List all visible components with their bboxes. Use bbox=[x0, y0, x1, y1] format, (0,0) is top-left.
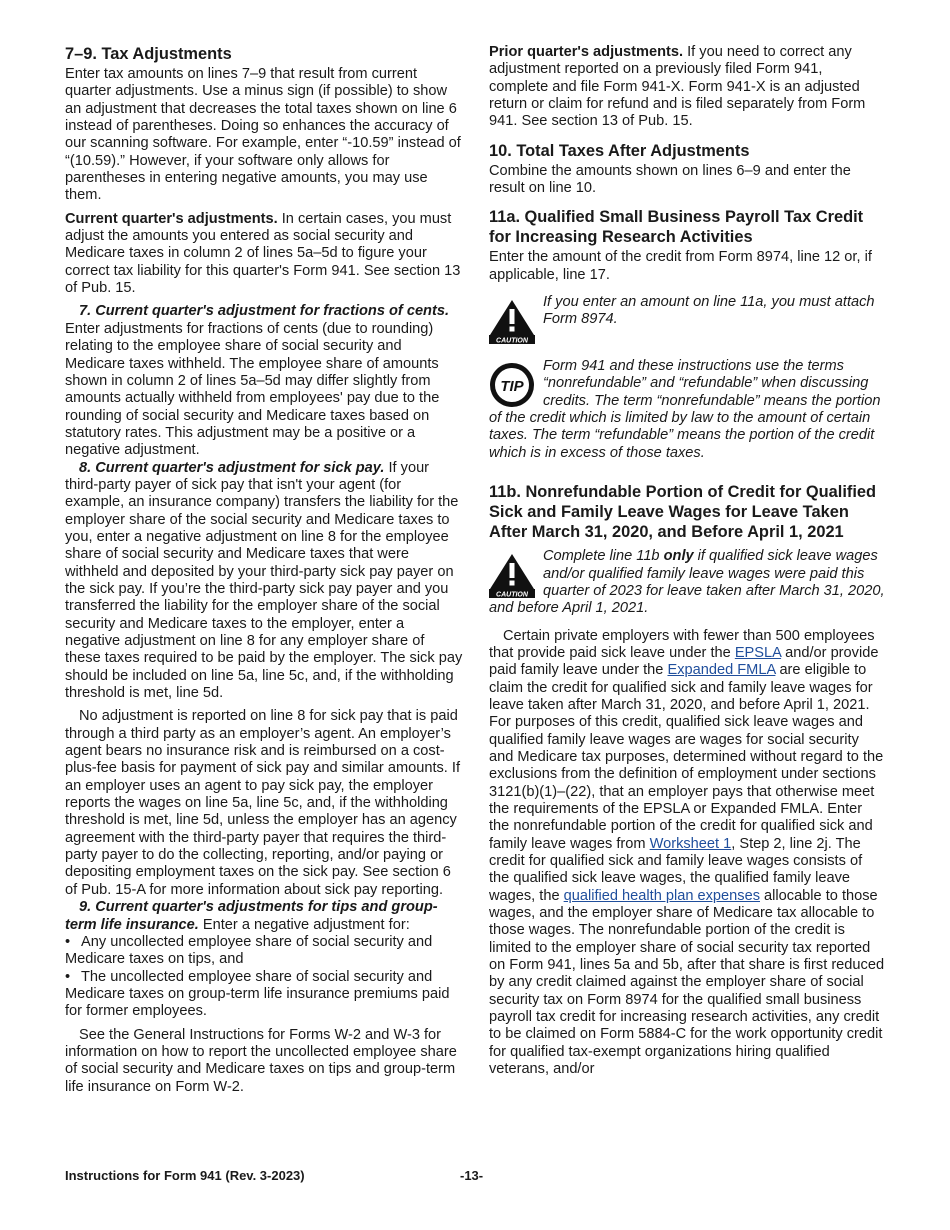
left-column bbox=[65, 44, 463, 1096]
paragraph-line-7 bbox=[65, 303, 463, 459]
paragraph-text: If your third-party payer of sick pay that isn't your agent (for example, an insurance company) transfers the liability for the employer share of the social security and Medicare taxes to you, enter a negative adjustment on line 8 for the employee share of social security and Medicare taxes that were withheld and deposited by your third-party sick pay payer on the sick pay. If you’re the third-party sick pay payer and you transferred the liability for the employer share of the social security and Medicare taxes to the employer, enter a negative adjustment on line 8 for any employer share of these taxes required to be paid by the employer. The sick pay should be included on line 5a, line 5c, and, if the withholding threshold is met, line 5d. bbox=[65, 459, 463, 702]
paragraph-11a: Enter the amount of the credit from Form 8974, line 12 or, if applicable, line 17. bbox=[489, 249, 872, 283]
paragraph-text: Enter a negative adjustment for: bbox=[198, 916, 410, 933]
right-column bbox=[489, 44, 885, 1078]
paragraph-text: allocable to those wages, and the employer share of Medicare tax allocable to those wages. The nonrefundable portion of the credit is limited to the employer share of social security tax reported on Form 941, lines 5a and 5b, after that share is first reduced by any credit claimed against the employer share of social security tax on Form 8974 for the qualified small business payroll tax credit for increasing research activities, any credit to be claimed on Form 5884-C for the work opportunity credit for qualified tax-exempt organizations hiring qualified veterans, and/or bbox=[489, 887, 885, 1078]
link-epsla[interactable]: EPSLA bbox=[734, 644, 782, 661]
footer-title: Instructions for Form 941 (Rev. 3-2023) bbox=[65, 1168, 305, 1183]
caution-note-11a bbox=[489, 294, 885, 344]
caution-text: Complete line 11b bbox=[543, 548, 664, 565]
page-number: -13- bbox=[460, 1168, 484, 1183]
paragraph-text: are eligible to claim the credit for qualified sick and family leave wages for leave taken after March 31, 2020, and before April 1, 2021. For purposes of this credit, qualified sick leave wages and qualified family leave wages are wages for social security and Medicare tax purposes, determined without regard to the exclusions from the definition of employment under sections 3121(b)(1)–(22), that an employer pays that otherwise meet the requirements of the EPSLA or Expanded FMLA. Enter the nonrefundable portion of the credit for qualified sick and family leave wages from bbox=[489, 662, 884, 852]
caution-icon bbox=[489, 298, 535, 344]
paragraph-text: Enter adjustments for fractions of cents (due to rounding) relating to the employee share of social security and Medicare taxes withheld. The employee share of amounts shown in column 2 of lines 5a–5d may differ slightly from amounts actually withheld from employees' pay due to the rounding of social security and Medicare taxes based on statutory rates. This adjustment may be a positive or a negative adjustment. bbox=[65, 320, 440, 459]
paragraph-line-8 bbox=[65, 460, 463, 703]
caution-label: CAUTION bbox=[496, 591, 528, 599]
paragraph-tax-adjustments: Enter tax amounts on lines 7–9 that result from current quarter adjustments. Use a minus sign (if possible) to show an adjustment that decreases the total taxes shown on line 6 instead of parentheses. Doing so enhances the accuracy of our scanning software. For example, enter “-10.59” instead of “(10.59).” However, if your software only allows for parentheses in entering negative amounts, you may use them. bbox=[65, 66, 461, 204]
paragraph-w2-reference: See the General Instructions for Forms W-2 and W-3 for information on how to report the uncollected employee share of social security and Medicare taxes on tips and group-term life insurance on Form W-2. bbox=[65, 1026, 457, 1095]
run-in-heading: 7. Current quarter's adjustment for fractions of cents. bbox=[79, 303, 450, 320]
link-qualified-health-plan-expenses[interactable]: qualified health plan expenses bbox=[563, 887, 760, 904]
run-in-heading: Prior quarter's adjustments. bbox=[489, 44, 684, 60]
caution-label: CAUTION bbox=[496, 337, 528, 345]
run-in-heading: 9. Current quarter's adjustments for tips and group-term life insurance. bbox=[65, 899, 438, 933]
link-worksheet-1[interactable]: Worksheet 1 bbox=[649, 835, 732, 852]
paragraph-sick-pay-agent: No adjustment is reported on line 8 for sick pay that is paid through a third party as an employer’s agent. An employer’s agent bears no insurance risk and is reimbursed on a cost-plus-fee basis for payment of sick pay and similar amounts. If an employer uses an agent to pay sick pay, the employer reports the wages on line 5a, line 5c, and, if the withholding threshold is met, line 5d, unless the employer has an agency agreement with the third-party payer that requires the third-party payer to do the collecting, reporting, and/or paying or depositing employment taxes on the sick pay. See section 6 of Pub. 15-A for more information about sick pay reporting. bbox=[65, 708, 461, 898]
tip-icon bbox=[489, 362, 535, 408]
tip-label: TIP bbox=[500, 378, 524, 396]
list-item bbox=[65, 969, 463, 1021]
caution-emphasis: only bbox=[663, 548, 694, 565]
list-item bbox=[65, 934, 463, 969]
paragraph-11b-body bbox=[489, 628, 885, 1079]
list-item-text: The uncollected employee share of social security and Medicare taxes on group-term life insurance premiums paid for former employees. bbox=[65, 968, 450, 1020]
paragraph-text: In certain cases, you must adjust the amounts you entered as social security and Medicare taxes in column 2 of lines 5a–5d to figure your correct tax liability for this quarter's Form 941. See section 13 of Pub. 15. bbox=[65, 210, 461, 297]
list-item-text: Any uncollected employee share of social security and Medicare taxes on tips, and bbox=[65, 933, 433, 968]
caution-icon bbox=[489, 552, 535, 598]
section-heading-11a: 11a. Qualified Small Business Payroll Tax Credit for Increasing Research Activities bbox=[489, 208, 864, 247]
bullet-glyph: • bbox=[65, 933, 71, 950]
caution-note-11b bbox=[489, 548, 885, 617]
section-heading-10: 10. Total Taxes After Adjustments bbox=[489, 141, 750, 160]
paragraph-total-taxes: Combine the amounts shown on lines 6–9 and enter the result on line 10. bbox=[489, 162, 851, 197]
caution-text: if qualified sick leave wages and/or qualified family leave wages were paid this quarter of 2023 for leave taken after March 31, 2020, and before April 1, 2021. bbox=[489, 548, 885, 617]
run-in-heading: 8. Current quarter's adjustment for sick pay. bbox=[79, 459, 385, 476]
paragraph-text: Certain private employers with fewer than 500 employees that provide paid sick leave under the bbox=[489, 627, 875, 661]
tip-note bbox=[489, 358, 885, 462]
paragraph-line-9 bbox=[65, 899, 463, 934]
section-heading-7-9: 7–9. Tax Adjustments bbox=[65, 45, 232, 63]
caution-text: If you enter an amount on line 11a, you must attach Form 8974. bbox=[543, 294, 875, 328]
link-expanded-fmla[interactable]: Expanded FMLA bbox=[667, 662, 776, 679]
paragraph-text: and/or provide paid family leave under the bbox=[489, 644, 879, 679]
bullet-glyph: • bbox=[65, 968, 71, 985]
tip-text: Form 941 and these instructions use the terms “nonrefundable” and “refundable” when discussing credits. The term “nonrefundable” means the portion of the credit which is limited by law to the amount of certain taxes. The term “refundable” means the portion of the credit which is in excess of those taxes. bbox=[489, 358, 881, 461]
paragraph-text: , Step 2, line 2j. The credit for qualified sick and family leave wages consists of the qualified sick leave wages, the qualified family leave wages, the bbox=[489, 835, 863, 904]
section-heading-11b: 11b. Nonrefundable Portion of Credit for Qualified Sick and Family Leave Wages for Leave Taken After March 31, 2020, and Before April 1, 2021 bbox=[489, 483, 877, 542]
paragraph-text: If you need to correct any adjustment reported on a previously filed Form 941, complete and file Form 941-X. Form 941-X is an adjusted return or claim for refund and is filed separately from Form 941. See section 13 of Pub. 15. bbox=[489, 44, 866, 130]
bullet-list bbox=[65, 934, 463, 1021]
paragraph-current-quarter-adjustments bbox=[65, 211, 463, 298]
run-in-heading: Current quarter's adjustments. bbox=[65, 210, 278, 227]
paragraph-prior-quarter-adjustments bbox=[489, 44, 885, 131]
